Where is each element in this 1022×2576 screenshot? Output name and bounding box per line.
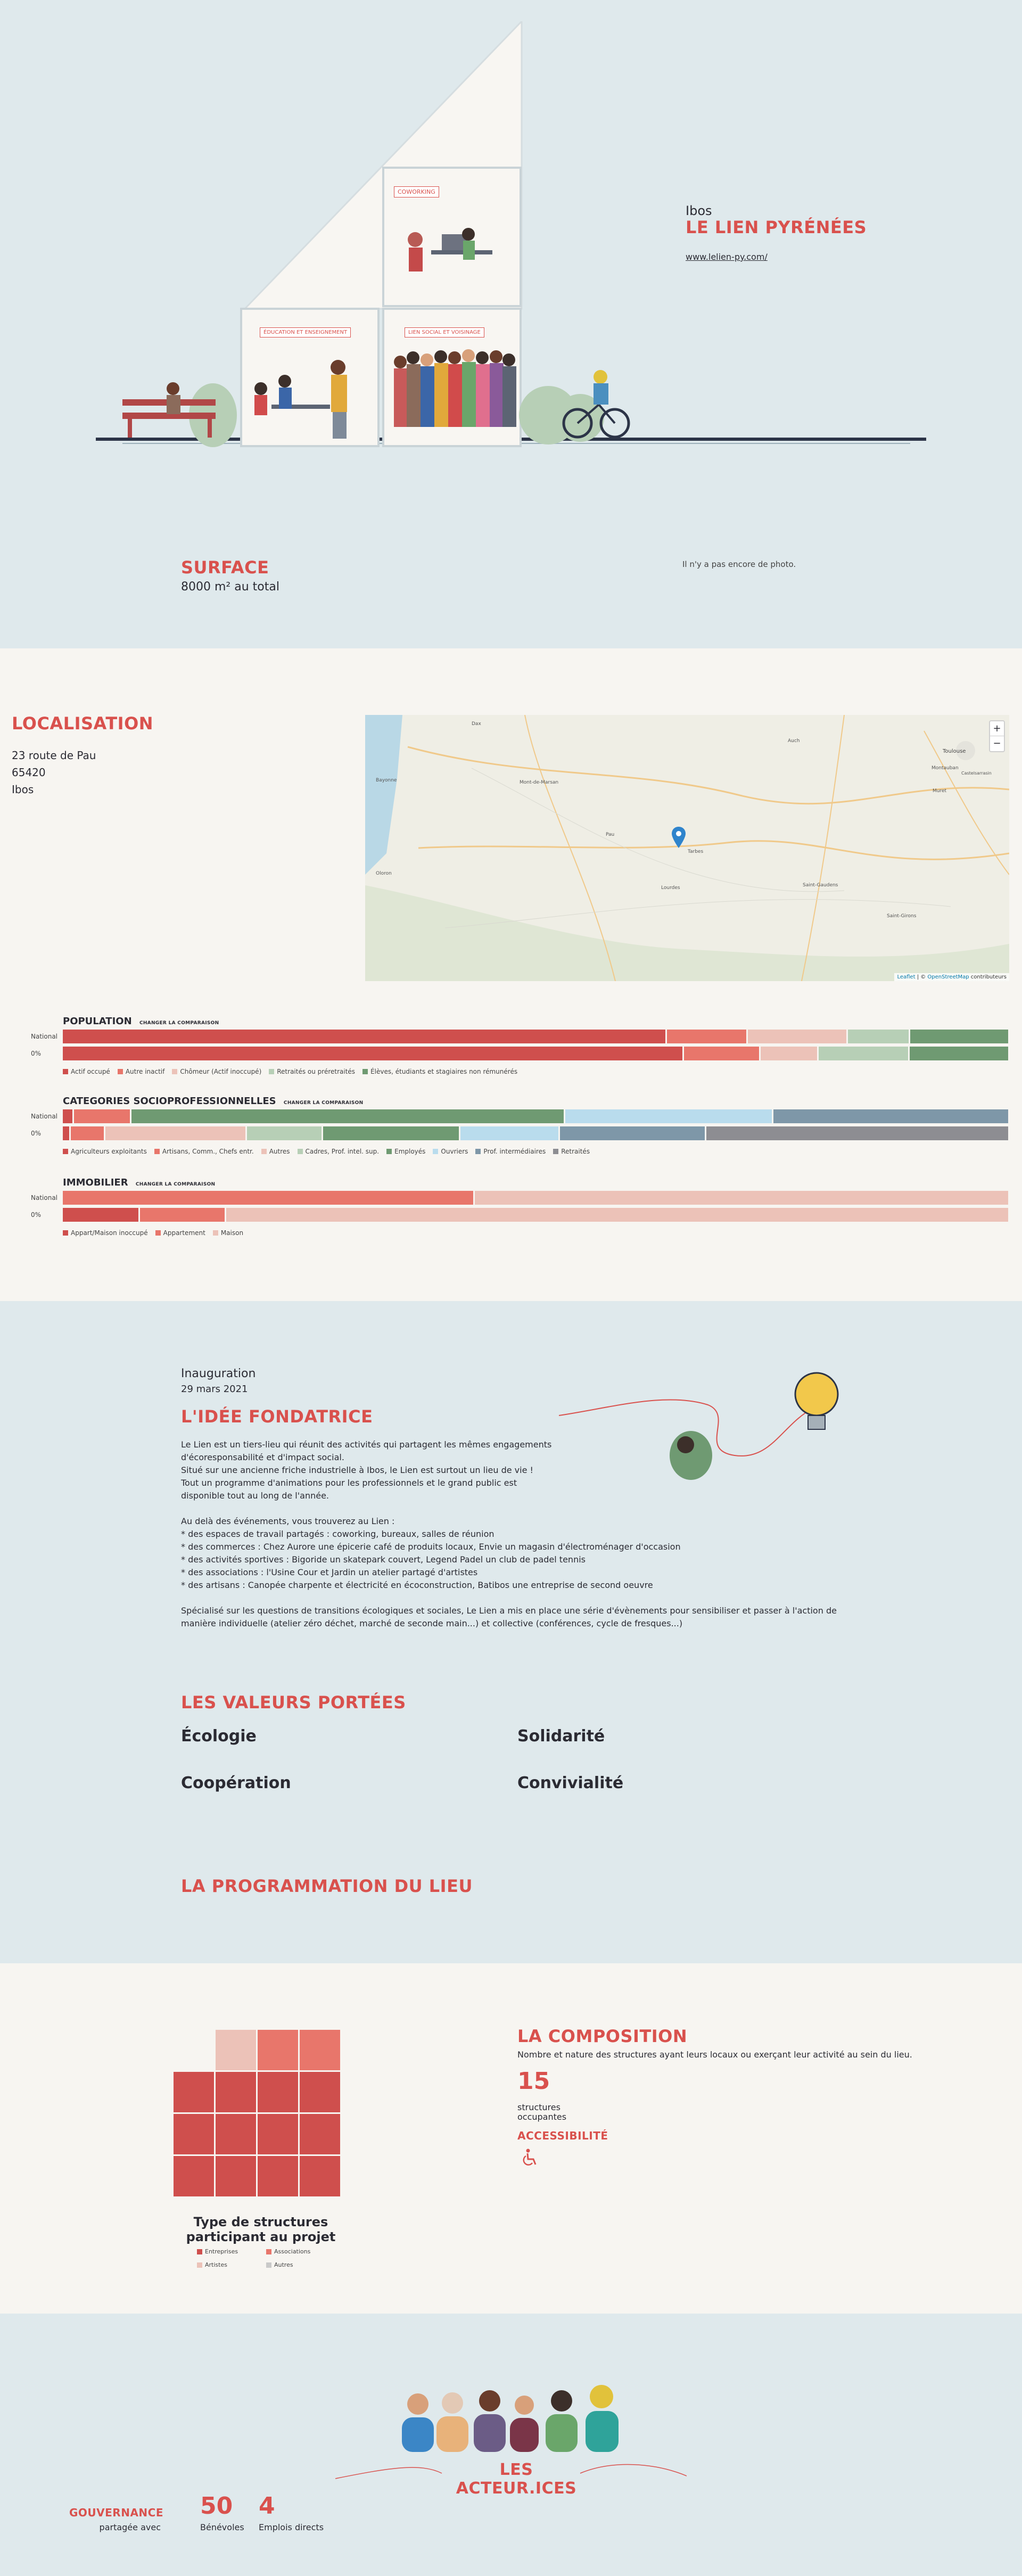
valeur-solidarite: Solidarité [517, 1727, 605, 1746]
waffle-cell [216, 2072, 256, 2112]
map-label-dax: Dax [472, 721, 481, 727]
idee-paragraph: * des artisans : Canopée charpente et électricité en écoconstruction, Batibos une entreprise de second oeuvre [181, 1580, 653, 1590]
population-legend [63, 1068, 968, 1075]
osm-link[interactable]: OpenStreetMap [927, 974, 969, 980]
leaflet-link[interactable]: Leaflet [897, 974, 916, 980]
composition-count: 15 [517, 2068, 550, 2095]
legend-item [261, 1148, 290, 1155]
csp-segment-7 [773, 1109, 1008, 1123]
immobilier-segment-3 [226, 1208, 1008, 1222]
immobilier-national-bar [63, 1191, 1008, 1205]
legend-swatch [386, 1149, 392, 1154]
immobilier-change-button[interactable]: CHANGER LA COMPARAISON [135, 1182, 216, 1187]
valeur-ecologie: Écologie [181, 1727, 257, 1746]
csp-segment-1 [63, 1109, 72, 1123]
row-label-national: National [31, 1194, 58, 1201]
legend-swatch [63, 1149, 68, 1154]
waffle-cell [300, 2072, 340, 2112]
waffle-cell [174, 2114, 214, 2154]
map-label-mdm: Mont-de-Marsan [520, 780, 559, 785]
legend-swatch [172, 1069, 177, 1074]
legend-item [269, 1068, 355, 1075]
idee-paragraph: * des espaces de travail partagés : coworking, bureaux, salles de réunion [181, 1529, 494, 1539]
benevoles-label: Bénévoles [200, 2522, 244, 2532]
map-tiles [365, 715, 1009, 981]
waffle-cell [258, 2156, 298, 2196]
row-label-local: 0% [31, 1130, 42, 1137]
population-segment-2 [684, 1047, 759, 1060]
legend-item [213, 1229, 243, 1237]
idee-paragraph: Au delà des événements, vous trouverez au Lien : [181, 1516, 395, 1526]
csp-title: CATEGORIES SOCIOPROFESSIONNELLES [63, 1096, 276, 1107]
immobilier-segment-1 [63, 1208, 138, 1222]
legend-item [362, 1068, 517, 1075]
localisation-section [0, 648, 1022, 1301]
legend-label: Autres [269, 1148, 290, 1155]
event-date: 29 mars 2021 [181, 1384, 248, 1395]
waffle-cell [258, 2030, 298, 2070]
waffle-cell [174, 2072, 214, 2112]
legend-item [63, 1148, 147, 1155]
legend-swatch [197, 2249, 202, 2254]
legend-label: Retraités ou préretraités [277, 1068, 356, 1075]
row-label-national: National [31, 1113, 58, 1120]
attr-rest: contributeurs [969, 974, 1007, 980]
legend-label: Employés [394, 1148, 426, 1155]
population-segment-2 [667, 1030, 746, 1043]
waffle-cell [258, 2114, 298, 2154]
legend-swatch [298, 1149, 303, 1154]
event-name: Inauguration [181, 1367, 256, 1380]
immobilier-legend [63, 1229, 968, 1237]
csp-segment-6 [565, 1109, 772, 1123]
composition-title: LA COMPOSITION [517, 2026, 688, 2046]
csp-segment-1 [63, 1126, 69, 1140]
emplois-count: 4 [259, 2492, 275, 2520]
legend-swatch [475, 1149, 481, 1154]
legend-swatch [553, 1149, 558, 1154]
map[interactable] [365, 715, 1009, 981]
idee-paragraph: Spécialisé sur les questions de transitions écologiques et sociales, Le Lien a mis en place une série d'évènements pour sensibiliser et passer à l'action de manière individuelle (atelier zéro déchet, marché de seconde main...) et collective (conférences, cycle de fresques...) [181, 1606, 837, 1628]
csp-segment-7 [560, 1126, 705, 1140]
tag-coworking: COWORKING [394, 186, 439, 197]
emplois-label: Emplois directs [259, 2522, 324, 2532]
legend-item [63, 1068, 110, 1075]
composition-section [0, 1963, 1022, 2314]
map-label-auch: Auch [788, 738, 800, 744]
legend-item [154, 1148, 254, 1155]
composition-subtitle: Nombre et nature des structures ayant leurs locaux ou exerçant leur activité au sein du lieu. [517, 2050, 912, 2060]
idee-paragraph: Le Lien est un tiers-lieu qui réunit des activités qui partagent les mêmes engagements d'écoresponsabilité et d'impact social. [181, 1439, 552, 1462]
immobilier-chart [0, 1177, 1022, 1262]
legend-swatch [433, 1149, 438, 1154]
legend-label: Appart/Maison inoccupé [71, 1229, 148, 1237]
zoom-out-button[interactable]: − [993, 738, 1001, 749]
legend-swatch [261, 1149, 267, 1154]
waffle-legend-item [197, 2261, 266, 2268]
map-label-toulouse: Toulouse [943, 748, 966, 754]
csp-national-bar [63, 1109, 1008, 1123]
people-illustration [394, 2377, 633, 2452]
legend-swatch [197, 2262, 202, 2268]
waffle-cell [174, 2156, 214, 2196]
valeur-cooperation: Coopération [181, 1774, 291, 1792]
row-label-local: 0% [31, 1211, 42, 1219]
legend-swatch [362, 1069, 368, 1074]
csp-segment-2 [71, 1126, 103, 1140]
map-label-lourdes: Lourdes [661, 885, 680, 891]
population-segment-1 [63, 1030, 665, 1043]
legend-label: Retraités [561, 1148, 590, 1155]
immobilier-segment-3 [475, 1191, 1008, 1205]
zoom-in-button[interactable]: + [990, 721, 1004, 736]
count-label-line2: occupantes [517, 2112, 567, 2122]
map-label-muret: Muret [933, 788, 947, 794]
population-segment-5 [910, 1030, 1008, 1043]
legend-swatch [269, 1069, 274, 1074]
idee-section [0, 1301, 1022, 1963]
waffle-cell [258, 2072, 298, 2112]
legend-label: Cadres, Prof. intel. sup. [305, 1148, 380, 1155]
waffle-legend [197, 2248, 335, 2268]
csp-segment-5 [131, 1109, 563, 1123]
legend-swatch [266, 2262, 271, 2268]
map-attribution [894, 973, 1009, 981]
row-label-national: National [31, 1033, 58, 1040]
legend-item [172, 1068, 261, 1075]
legend-label: Élèves, étudiants et stagiaires non rémunérés [370, 1068, 518, 1075]
map-label-oloron: Oloron [376, 871, 392, 876]
legend-label: Entreprises [205, 2248, 238, 2255]
surface-value: 8000 m² au total [181, 580, 279, 594]
immobilier-segment-2 [63, 1191, 473, 1205]
waffle-legend-item [197, 2248, 266, 2255]
csp-header [63, 1096, 363, 1107]
population-segment-1 [63, 1047, 682, 1060]
acteurs-title: LES ACTEUR.ICES [456, 2460, 577, 2498]
count-label-line1: structures [517, 2102, 561, 2112]
legend-label: Associations [274, 2248, 311, 2255]
legend-swatch [63, 1069, 68, 1074]
population-change-button[interactable]: CHANGER LA COMPARAISON [139, 1020, 219, 1026]
csp-segment-3 [105, 1126, 245, 1140]
population-segment-3 [761, 1047, 817, 1060]
map-label-tarbes: Tarbes [688, 849, 704, 854]
waffle-chart [174, 2030, 344, 2200]
waffle-legend-item [266, 2261, 335, 2268]
csp-chart [0, 1096, 1022, 1181]
no-photo-text: Il n'y a pas encore de photo. [682, 559, 796, 569]
csp-segment-4 [247, 1126, 322, 1140]
legend-item [155, 1229, 205, 1237]
csp-change-button[interactable]: CHANGER LA COMPARAISON [283, 1100, 364, 1106]
legend-label: Autre inactif [125, 1068, 165, 1075]
population-segment-3 [748, 1030, 846, 1043]
population-segment-4 [848, 1030, 909, 1043]
benevoles-count: 50 [200, 2492, 233, 2520]
csp-segment-8 [706, 1126, 1008, 1140]
gouvernance-title: GOUVERNANCE [69, 2506, 163, 2519]
legend-item [553, 1148, 590, 1155]
idee-title: L'IDÉE FONDATRICE [181, 1406, 373, 1427]
legend-label: Agriculteurs exploitants [71, 1148, 147, 1155]
waffle-title-line1: Type de structures [193, 2215, 328, 2229]
address-postcode: 65420 [12, 766, 46, 779]
attr-sep: | © [915, 974, 928, 980]
idee-paragraph: * des commerces : Chez Aurore une épicerie café de produits locaux, Envie un magasin d'électroménager d'occasion [181, 1542, 681, 1552]
legend-label: Maison [220, 1229, 244, 1237]
localisation-title: LOCALISATION [12, 713, 154, 734]
population-header [63, 1016, 219, 1027]
legend-label: Prof. intermédiaires [483, 1148, 546, 1155]
waffle-cell [300, 2156, 340, 2196]
map-label-saint-gaudens: Saint-Gaudens [803, 883, 838, 888]
acteurs-section [0, 2314, 1022, 2576]
legend-item [63, 1229, 148, 1237]
legend-item [386, 1148, 425, 1155]
legend-label: Actif occupé [71, 1068, 110, 1075]
place-city: Ibos [686, 203, 712, 218]
legend-item [118, 1068, 165, 1075]
population-segment-4 [819, 1047, 908, 1060]
waffle-cell [216, 2114, 256, 2154]
wheelchair-icon [522, 2149, 538, 2167]
surface-title: SURFACE [181, 557, 269, 578]
accessibility-title: ACCESSIBILITÉ [517, 2129, 608, 2142]
legend-label: Autres [274, 2261, 293, 2268]
csp-local-bar [63, 1126, 1008, 1140]
gouvernance-subtitle: partagée avec [99, 2522, 161, 2532]
legend-swatch [118, 1069, 123, 1074]
csp-legend [63, 1148, 968, 1155]
immobilier-local-bar [63, 1208, 1008, 1222]
map-zoom-controls [989, 720, 1005, 752]
population-title: POPULATION [63, 1016, 132, 1027]
legend-item [298, 1148, 380, 1155]
legend-label: Chômeur (Actif inoccupé) [180, 1068, 262, 1075]
legend-swatch [266, 2249, 271, 2254]
tag-lien-social: LIEN SOCIAL ET VOISINAGE [405, 327, 484, 338]
address-city: Ibos [12, 783, 34, 796]
composition-count-label [517, 2103, 566, 2122]
valeur-convivialite: Convivialité [517, 1774, 624, 1792]
waffle-title [160, 2215, 362, 2244]
idee-text [181, 1438, 846, 1630]
website-link[interactable]: www.lelien-py.com/ [686, 252, 768, 262]
population-segment-5 [910, 1047, 1008, 1060]
waffle-legend-item [266, 2248, 335, 2255]
immobilier-title: IMMOBILIER [63, 1177, 128, 1188]
csp-segment-2 [74, 1109, 130, 1123]
address [12, 747, 96, 798]
legend-swatch [63, 1230, 68, 1236]
legend-swatch [213, 1230, 218, 1236]
idee-paragraph: * des activités sportives : Bigoride un skatepark couvert, Legend Padel un club de padel tennis [181, 1554, 586, 1565]
immobilier-segment-2 [140, 1208, 225, 1222]
legend-label: Appartement [163, 1229, 205, 1237]
legend-item [475, 1148, 546, 1155]
population-national-bar [63, 1030, 1008, 1043]
legend-swatch [154, 1149, 160, 1154]
hero-section [0, 0, 1022, 648]
immobilier-header [63, 1177, 215, 1188]
legend-label: Artisans, Comm., Chefs entr. [162, 1148, 254, 1155]
map-label-castelsarrasin: Castelsarrasin [961, 771, 992, 776]
population-local-bar [63, 1047, 1008, 1060]
programmation-title: LA PROGRAMMATION DU LIEU [181, 1876, 473, 1896]
map-label-montauban: Montauban [932, 766, 959, 771]
waffle-cell [300, 2114, 340, 2154]
waffle-title-line2: participant au projet [186, 2229, 336, 2244]
place-name: LE LIEN PYRÉNÉES [686, 217, 867, 237]
idee-paragraph: * des associations : l'Usine Cour et Jardin un atelier partagé d'artistes [181, 1567, 478, 1577]
csp-segment-5 [323, 1126, 458, 1140]
csp-segment-6 [460, 1126, 558, 1140]
tag-education: ÉDUCATION ET ENSEIGNEMENT [260, 327, 351, 338]
legend-label: Ouvriers [441, 1148, 468, 1155]
legend-item [433, 1148, 468, 1155]
idee-paragraph: Situé sur une ancienne friche industrielle à Ibos, le Lien est surtout un lieu de vie ! Tout un programme d'animations pour les professionnels et le grand public est disponible tout au long de l'année. [181, 1465, 533, 1501]
valeurs-title: LES VALEURS PORTÉES [181, 1692, 406, 1713]
waffle-cell [300, 2030, 340, 2070]
waffle-cell [216, 2030, 256, 2070]
address-street: 23 route de Pau [12, 749, 96, 762]
waffle-cell [216, 2156, 256, 2196]
legend-swatch [155, 1230, 161, 1236]
map-label-saint-girons: Saint-Girons [887, 913, 917, 919]
row-label-local: 0% [31, 1050, 42, 1057]
population-chart [0, 1016, 1022, 1101]
legend-label: Artistes [205, 2261, 227, 2268]
map-label-pau: Pau [606, 832, 615, 837]
map-label-bayonne: Bayonne [376, 778, 397, 783]
map-marker-icon[interactable] [672, 827, 686, 848]
